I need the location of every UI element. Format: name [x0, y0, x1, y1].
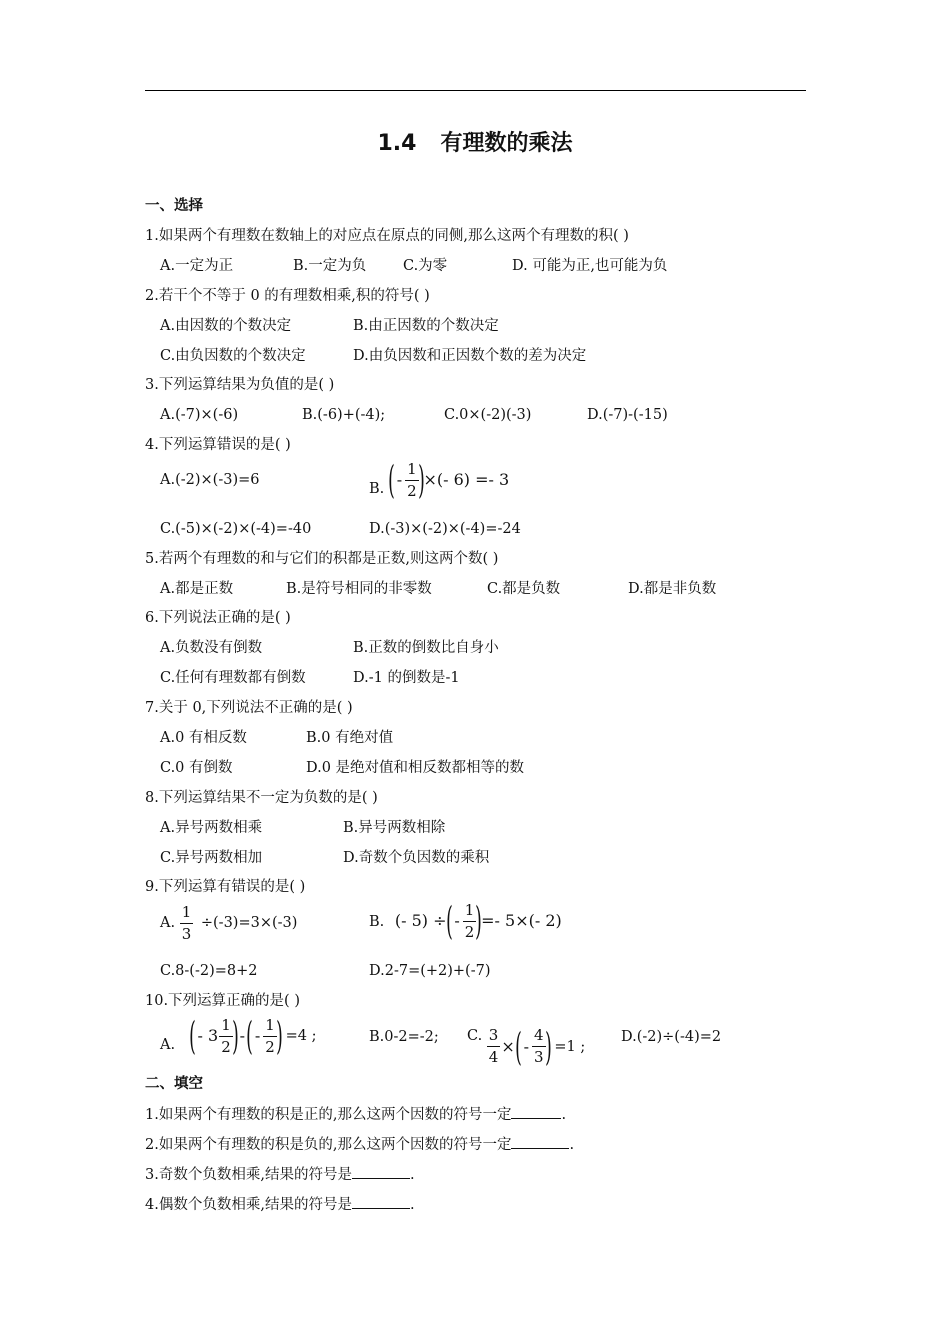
- question-8-stem: 8.下列运算结果不一定为负数的是( ): [145, 790, 378, 806]
- q10-option-a-label: A.: [160, 1037, 176, 1053]
- expression-rest: =- 5×(- 2): [481, 911, 562, 930]
- period: .: [569, 1137, 575, 1153]
- fill-question-3: [145, 1164, 415, 1185]
- fill-question-4: [145, 1194, 415, 1215]
- mixed-number-whole: - 3: [197, 1026, 219, 1045]
- q7-option-c: C.0 有倒数: [160, 760, 233, 776]
- right-paren: ): [475, 899, 483, 943]
- q2-option-d: D.由负因数和正因数个数的差为决定: [353, 348, 587, 364]
- section-heading-choice: 一、选择: [145, 198, 203, 214]
- answer-blank[interactable]: [352, 1164, 410, 1179]
- section-heading-fill: 二、填空: [145, 1076, 203, 1092]
- minus-sign: -: [454, 911, 460, 930]
- question-6-stem: 6.下列说法正确的是( ): [145, 610, 291, 626]
- fraction-one-half: $\frac{1}{2}$: [464, 900, 475, 941]
- q4-option-b: [369, 456, 509, 504]
- answer-blank[interactable]: [511, 1134, 569, 1149]
- q1-option-a: A.一定为正: [160, 258, 234, 274]
- left-paren: (: [246, 1014, 253, 1058]
- fraction-one-half: $\frac{1}{2}$: [221, 1015, 231, 1056]
- minus-sign: -: [396, 470, 403, 489]
- fraction-three-quarters: $\frac{3}{4}$: [488, 1026, 499, 1066]
- q3-option-c: C.0×(-2)(-3): [444, 407, 532, 423]
- question-1-stem: 1.如果两个有理数在数轴上的对应点在原点的同侧,那么这两个有理数的积( ): [145, 228, 629, 244]
- q1-option-d: D. 可能为正,也可能为负: [512, 258, 668, 274]
- q5-option-b: B.是符号相同的非零数: [286, 581, 432, 597]
- q9-option-a-rest: ÷(-3)=3×(-3): [200, 915, 298, 931]
- q9-option-a: [160, 899, 297, 947]
- q8-option-c: C.异号两数相加: [160, 850, 263, 866]
- minus-sign: -: [254, 1026, 261, 1045]
- q9-option-b-expression: [389, 897, 562, 945]
- q3-option-d: D.(-7)-(-15): [587, 407, 668, 423]
- q1-option-c: C.为零: [403, 258, 448, 274]
- q3-option-a: A.(-7)×(-6): [160, 407, 239, 423]
- fraction-four-thirds: $\frac{4}{3}$: [533, 1026, 544, 1066]
- q7-option-b: B.0 有绝对值: [306, 730, 394, 746]
- left-paren: (: [188, 1014, 196, 1058]
- left-paren: (: [514, 1024, 522, 1069]
- q10-option-b: B.0-2=-2;: [369, 1029, 439, 1045]
- q4-option-b-expression: [389, 456, 509, 504]
- fill-question-3-stem: 3.奇数个负数相乘,结果的符号是: [145, 1167, 352, 1183]
- q2-option-b: B.由正因数的个数决定: [353, 318, 499, 334]
- page-title: [0, 126, 950, 157]
- q10-option-a: [160, 1012, 316, 1060]
- q6-option-b: B.正数的倒数比自身小: [353, 640, 499, 656]
- answer-blank[interactable]: [352, 1194, 410, 1209]
- expression-prefix: (- 5) ÷: [394, 911, 447, 930]
- q10-option-c-expression: [487, 1023, 585, 1071]
- question-9-stem: 9.下列运算有错误的是( ): [145, 879, 306, 895]
- q9-option-c: C.8-(-2)=8+2: [160, 963, 258, 979]
- section-number: 1.4: [377, 131, 417, 156]
- period: .: [409, 1197, 415, 1213]
- q5-option-a: A.都是正数: [160, 581, 234, 597]
- q5-option-c: C.都是负数: [487, 581, 561, 597]
- q7-option-d: D.0 是绝对值和相反数都相等的数: [306, 760, 525, 776]
- fraction-one-third: $\frac{1}{3}$: [181, 902, 192, 943]
- expression-rest: ×(- 6) =- 3: [423, 470, 510, 489]
- q4-option-c: C.(-5)×(-2)×(-4)=-40: [160, 521, 312, 537]
- q7-option-a: A.0 有相反数: [160, 730, 247, 746]
- question-4-stem: 4.下列运算错误的是( ): [145, 437, 291, 453]
- fraction-one-half: $\frac{1}{2}$: [265, 1015, 275, 1056]
- right-paren: ): [417, 458, 425, 502]
- minus-operator: -: [239, 1026, 245, 1045]
- period: .: [409, 1167, 415, 1183]
- times-sign: ×: [501, 1036, 515, 1056]
- answer-blank[interactable]: [511, 1104, 561, 1119]
- q6-option-d: D.-1 的倒数是-1: [353, 670, 460, 686]
- q10-option-d: D.(-2)÷(-4)=2: [621, 1029, 722, 1045]
- period: .: [561, 1107, 567, 1123]
- q4-option-d: D.(-3)×(-2)×(-4)=-24: [369, 521, 521, 537]
- q8-option-a: A.异号两数相乘: [160, 820, 263, 836]
- right-paren: ): [544, 1024, 552, 1069]
- header-rule: [145, 90, 806, 91]
- q9-option-d: D.2-7=(+2)+(-7): [369, 963, 491, 979]
- q1-option-b: B.一定为负: [293, 258, 367, 274]
- left-paren: (: [387, 458, 395, 502]
- title-text: 有理数的乘法: [440, 131, 573, 156]
- q6-option-c: C.任何有理数都有倒数: [160, 670, 306, 686]
- q10-option-c: [467, 1012, 586, 1069]
- q4-option-b-label: B.: [369, 481, 385, 497]
- q3-option-b: B.(-6)+(-4);: [302, 407, 386, 423]
- fill-question-1: [145, 1104, 566, 1125]
- q9-option-a-label: A.: [160, 915, 176, 931]
- question-10-stem: 10.下列运算正确的是( ): [145, 993, 300, 1009]
- question-3-stem: 3.下列运算结果为负值的是( ): [145, 377, 335, 393]
- q9-option-b: [369, 897, 562, 945]
- question-7-stem: 7.关于 0,下列说法不正确的是( ): [145, 700, 353, 716]
- expression-rest: =4 ;: [285, 1028, 317, 1044]
- fill-question-2-stem: 2.如果两个有理数的积是负的,那么这两个因数的符号一定: [145, 1137, 512, 1153]
- q10-option-c-label: C.: [467, 1028, 483, 1044]
- fraction-one-half: $\frac{1}{2}$: [407, 459, 417, 500]
- fill-question-4-stem: 4.偶数个负数相乘,结果的符号是: [145, 1197, 352, 1213]
- expression-rest: =1 ;: [554, 1038, 586, 1055]
- fill-question-2: [145, 1134, 574, 1155]
- right-paren: ): [231, 1014, 239, 1058]
- question-5-stem: 5.若两个有理数的和与它们的积都是正数,则这两个数( ): [145, 551, 499, 567]
- q8-option-b: B.异号两数相除: [343, 820, 446, 836]
- q2-option-c: C.由负因数的个数决定: [160, 348, 306, 364]
- q4-option-a: A.(-2)×(-3)=6: [160, 472, 260, 488]
- question-2-stem: 2.若干个不等于 0 的有理数相乘,积的符号( ): [145, 288, 430, 304]
- q2-option-a: A.由因数的个数决定: [160, 318, 292, 334]
- minus-sign: -: [523, 1036, 529, 1056]
- q10-option-a-expression: [190, 1012, 317, 1060]
- q9-option-b-label: B.: [369, 914, 385, 930]
- q6-option-a: A.负数没有倒数: [160, 640, 263, 656]
- q5-option-d: D.都是非负数: [628, 581, 717, 597]
- left-paren: (: [445, 899, 453, 943]
- q8-option-d: D.奇数个负因数的乘积: [343, 850, 490, 866]
- fill-question-1-stem: 1.如果两个有理数的积是正的,那么这两个因数的符号一定: [145, 1107, 512, 1123]
- right-paren: ): [275, 1014, 283, 1058]
